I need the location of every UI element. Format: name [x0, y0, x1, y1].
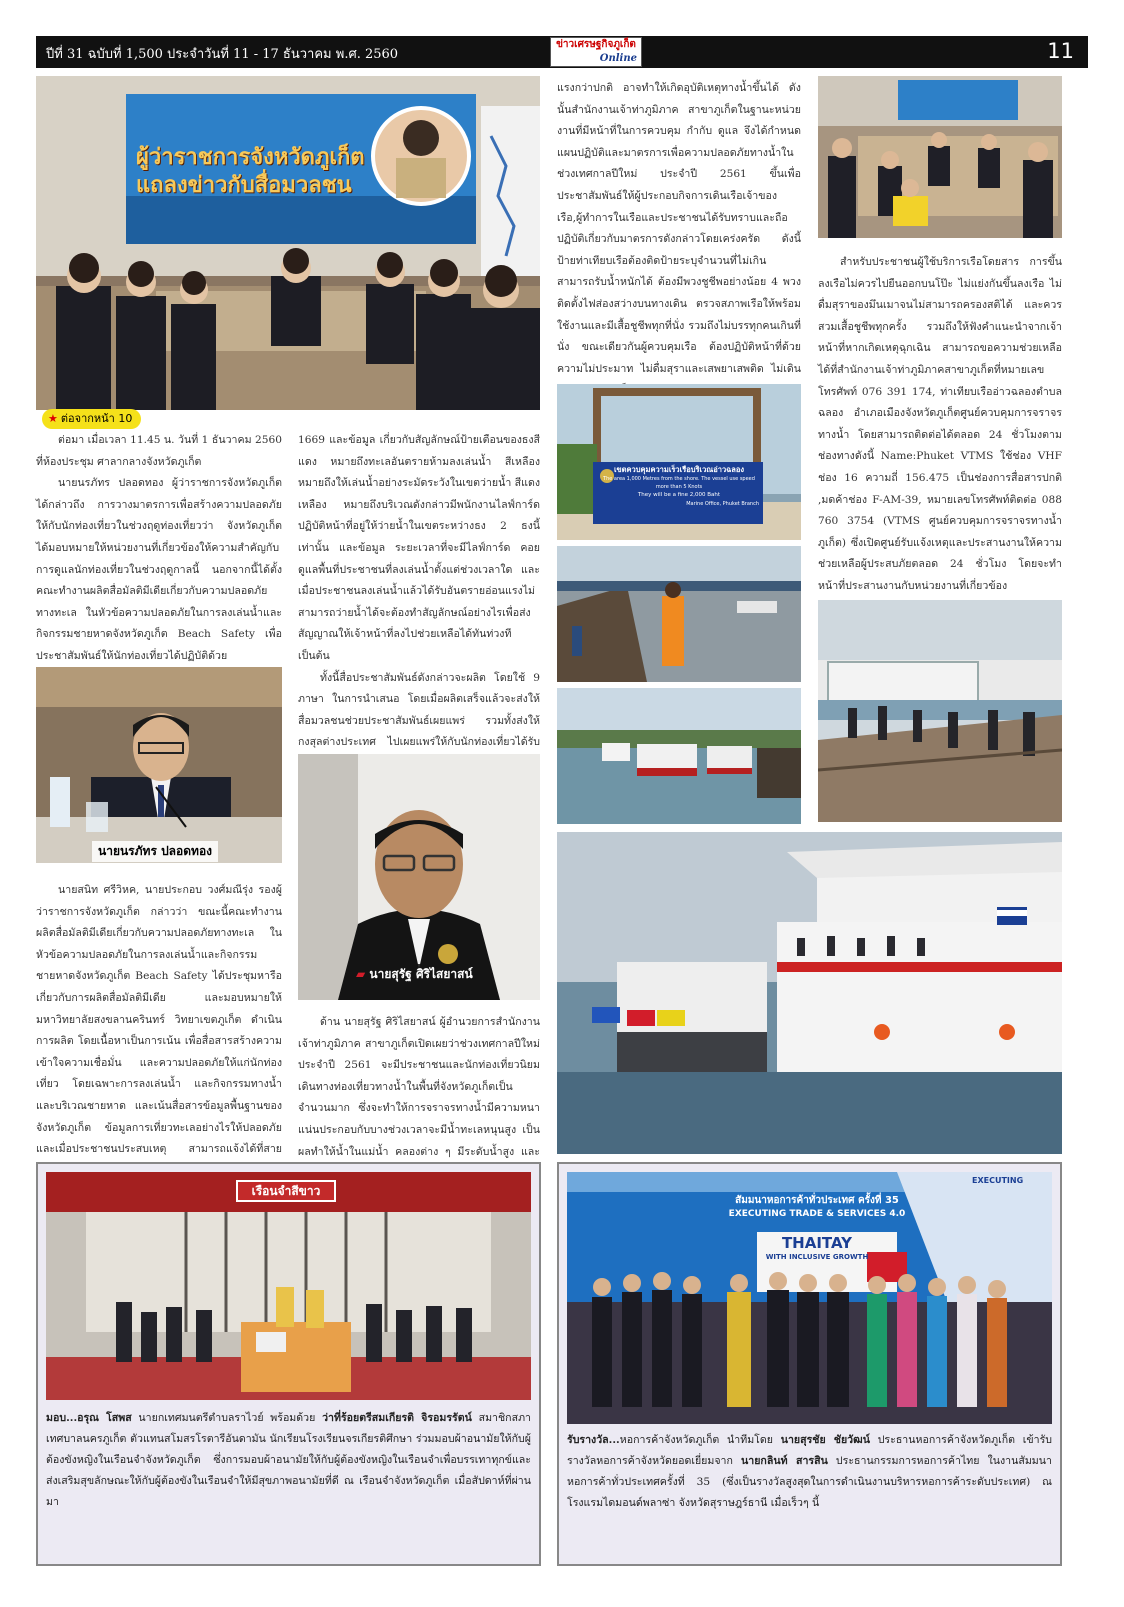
boats-illustration	[557, 688, 801, 824]
meeting-illustration	[818, 76, 1062, 238]
sign-title: เขตควบคุมความเร็วเรือบริเวณอ่าวฉลอง	[613, 465, 745, 474]
banner-line-1: ผู้ว่าราชการจังหวัดภูเก็ต	[136, 145, 365, 170]
continued-from-label: ต่อจากหน้า 10	[60, 412, 133, 425]
speed-sign	[599, 464, 759, 509]
paragraph: นายนรภัทร ปลอดทอง ผู้ว่าราชการจังหวัดภูเก็ต ได้กล่าวถึง การวางมาตรการเพื่อสร้างความปลอดภัยให้กับนักท่องเที่ยวในช่วงฤดูท่องเที่ยวว่า จังหวัดภูเก็ตได้มอบหมายให้หน่วยงานที่เกี่ยวข้องให้ความสำคัญกับการดูแลนักท่องเที่ยวในช่วงฤดูกาลนี้ นอกจากนี้ได้ตั้งคณะทำงานผลิตสื่อมัลติมีเดียเกี่ยวกับความปลอดภัยทางทะเล ในหัวข้อความปลอดภัยในการลงเล่นน้ำและกิจกรรมชายหาดจังหวัดภูเก็ต Beach Safety เพื่อประชาสัมพันธ์ให้นักท่องเที่ยวได้ปฏิบัติด้วย	[36, 477, 282, 662]
column-1-text	[36, 430, 282, 668]
executing-corner: EXECUTING	[972, 1176, 1024, 1185]
award-banner	[717, 1194, 917, 1220]
sign-office: Marine Office, Phuket Branch	[686, 501, 759, 507]
prison-illustration	[46, 1172, 531, 1400]
continued-from-badge[interactable]	[42, 409, 141, 429]
caption-lead: รับรางวัล...	[567, 1434, 620, 1446]
paragraph: ทั้งนี้สื่อประชาสัมพันธ์ดังกล่าวจะผลิต โดยใช้ 9 ภาษา ในการนำเสนอ โดยเมื่อผลิตเสร็จแล้วจะส่งให้สื่อมวลชนช่วยประชาสัมพันธ์เผยแพร่ รวมทั้งส่งให้กงสุลต่างประเทศ ไปเผยแพร่ให้กับนักท่องเที่ยวได้รับ	[298, 671, 540, 749]
boats-at-sea-photo	[557, 688, 801, 824]
column-2-text	[298, 430, 540, 776]
column-2-text-2	[298, 1012, 540, 1185]
thaitay-logo	[762, 1234, 872, 1262]
tour-boats-illustration	[557, 832, 1062, 1154]
issue-line: ปีที่ 31 ฉบับที่ 1,500 ประจำวันที่ 11 - 17 ธันวาคม พ.ศ. 2560	[46, 47, 399, 62]
press-conference-photo	[36, 76, 540, 410]
caption-text: สมาชิกสภาเทศบาลนครภูเก็ต ตัวแทนสโมสรโรตารีอันดามัน นักเรียนโรงเรียนจรเกียรติศึกษา ร่วมมอบผ้าอนามัยให้กับผู้ต้องขังหญิงในเรือนจำจังหวัดภูเก็ต ซึ่งการมอบผ้าอนามัยให้กับผู้ต้องขังหญิงในเรือนจำเพื่อบรรเทาทุกข์และส่งเสริมสุขลักษณะให้กับผู้ต้องขังในเรือนจำให้มีสุขภาพอนามัยที่ดี ณ เรือนจำจังหวัดภูเก็ต เมื่อสัปดาห์ที่ผ่านมา	[46, 1412, 531, 1508]
pier-illustration	[557, 546, 801, 682]
prison-sign-text: เรือนจำสีขาว	[251, 1184, 321, 1198]
caption-text: นายกเทศมนตรีตำบลราไวย์ พร้อมด้วย	[131, 1412, 323, 1424]
page-header	[36, 36, 1088, 68]
paragraph: แรงกว่าปกติ อาจทำให้เกิดอุบัติเหตุทางน้ำขึ้นได้ ดังนั้นสำนักงานเจ้าท่าภูมิภาค สาขาภูเก็ตในฐานะหน่วยงานที่มีหน้าที่ในการควบคุม กำกับ ดูแล จึงได้กำหนดแผนปฏิบัติและมาตรการเพื่อความปลอดภัยทางน้ำในช่วงเทศกาลปีใหม่ ประจำปี 2561 ขึ้นเพื่อประชาสัมพันธ์ให้ผู้ประกอบกิจการเดินเรือเจ้าของเรือ,ผู้ทำการในเรือและประชาชนได้รับทราบและถือปฏิบัติเกี่ยวกับมาตรการดังกล่าวโดยเคร่งครัด ดังนี้ ป้ายท่าเทียบเรือต้องติดป้ายระบุจำนวนที่ไม่เกินสามารถรับน้ำหนักได้ ต้องมีพวงชูชีพอย่างน้อย 4 พวง ติดตั้งไฟส่องสว่างบนทางเดิน ตรวจสภาพเรือให้พร้อมใช้งานและมีเสื้อชูชีพทุกที่นั่ง รวมถึงไม่บรรทุกคนเกินที่นั่ง ขณะเดียวกันผู้ควบคุมเรือ ต้องปฏิบัติหน้าที่ด้วยความไม่ประมาท ไม่ดื่มสุราและเสพยาเสพติด ไม่เดิน	[557, 82, 801, 375]
speed-control-sign-photo	[557, 384, 801, 540]
caption-text: หอการค้าจังหวัดภูเก็ต นำทีมโดย	[619, 1434, 781, 1446]
meeting-room-photo	[818, 76, 1062, 238]
prison-sign	[236, 1180, 336, 1202]
governor-photo-label: นายนรภัทร ปลอดทอง	[92, 841, 218, 862]
prison-donation-photo	[46, 1172, 531, 1400]
column-3-text	[557, 78, 801, 402]
star-icon: ★	[48, 412, 58, 425]
flag-icon: ▰	[356, 967, 366, 981]
prison-caption	[46, 1408, 531, 1513]
caption-lead: มอบ...อรุณ โสพส	[46, 1412, 132, 1424]
paragraph: 1669 และข้อมูล เกี่ยวกับสัญลักษณ์ป้ายเตือนของธงสีแดง หมายถึงทะเลอันตรายห้ามลงเล่นน้ำ สีเหลือง หมายถึงให้เล่นน้ำอย่างระมัดระวังในเขตว่ายน้ำ สีแดงเหลือง หมายถึงบริเวณดังกล่าวมีพนักงานไลฟ์การ์ดปฏิบัติหน้าที่อยู่ให้ว่ายน้ำในเขตระหว่างธง 2 ธงนี้เท่านั้น และข้อมูล ระยะเวลาที่จะมีไลฟ์การ์ด คอยดูแลพื้นที่ประชาชนที่ลงเล่นน้ำตั้งแต่ช่วงเวลาใด และเมื่อประชาชนลงเล่นน้ำแล้วได้รับอันตรายอ่อนแรงไม่สามารถว่ายน้ำได้จะต้องทำสัญลักษณ์อย่างไรเพื่อส่งสัญญาณให้เจ้าหน้าที่ลงไปช่วยเหลือได้ทันท่วงที เป็นต้น	[298, 434, 541, 662]
prison-donation-box	[36, 1162, 541, 1566]
banner-line-2: แถลงข่าวกับสื่อมวลชน	[136, 173, 352, 198]
sign-english-line: The area 1,000 Metres from the shore. The vessel use speed more than 5 Knots	[603, 476, 755, 490]
paragraph: นายสนิท ศรีวิหค, นายประกอบ วงศ์มณีรุ่ง รองผู้ว่าราชการจังหวัดภูเก็ต กล่าวว่า ขณะนี้คณะทำงานผลิตสื่อมัลติมีเดียเกี่ยวกับความปลอดภัยทางทะเล ในหัวข้อความปลอดภัยในการลงเล่นน้ำและกิจกรรมชายหาดจังหวัดภูเก็ต Beach Safety ได้ประชุมหารือเกี่ยวกับการผลิตสื่อมัลติมีเดีย และมอบหมายให้มหาวิทยาลัยสงขลานครินทร์ วิทยาเขตภูเก็ต ดำเนินการผลิต โดยเนื้อหาเป็นการเน้น เพื่อสื่อสารสร้างความเข้าใจความเชื่อมั่น และความปลอดภัยให้แก่นักท่องเที่ยว โดยเฉพาะการลงเล่นน้ำ และกิจกรรมทางน้ำ และบริเวณชายหาด และเน้นสื่อสารข้อมูลพื้นฐานของจังหวัดภูเก็ต ข้อมูลการเที่ยวทะเลอย่างไรให้ปลอดภัย และเมื่อประชาชนประสบเหตุ สามารถแจ้งได้ที่สาย	[36, 884, 282, 1156]
thaitay-sub: WITH INCLUSIVE GROWTH	[765, 1253, 869, 1261]
banner-subtitle: EXECUTING TRADE & SERVICES 4.0	[728, 1209, 906, 1219]
pier-officer-photo	[557, 546, 801, 682]
sign-illustration	[557, 384, 801, 540]
award-ceremony-photo	[567, 1172, 1052, 1424]
director-photo-label	[350, 964, 479, 985]
banner-title: สัมมนาหอการค้าทั่วประเทศ ครั้งที่ 35	[735, 1195, 899, 1206]
column-1-text-2	[36, 880, 282, 1182]
newspaper-logo	[550, 37, 642, 67]
pier-walkway-photo	[818, 600, 1062, 822]
logo-top-text: ข่าวเศรษฐกิจภูเก็ต	[556, 39, 636, 50]
paragraph: ด้าน นายสุรัฐ ศิริไสยาสน์ ผู้อำนวยการสำนักงานเจ้าท่าภูมิภาค สาขาภูเก็ตเปิดเผยว่าช่วงเทศกาลปีใหม่ประจำปี 2561 จะมีประชาชนและนักท่องเที่ยวนิยมเดินทางท่องเที่ยวทางน้ำในพื้นที่จังหวัดภูเก็ตเป็นจำนวนมาก ซึ่งจะทำให้การจราจรทางน้ำมีความหนาแน่นประกอบกับบางช่วงเวลาจะมีน้ำทะเลหนุนสูง เป็นผลทำให้น้ำในแม่น้ำ คลองต่าง ๆ มีระดับน้ำสูง และ	[298, 1016, 540, 1158]
logo-bottom-text: Online	[599, 53, 637, 64]
director-name: นายสุรัฐ ศิริไสยาสน์	[369, 967, 473, 981]
caption-name: ว่าที่ร้อยตรีสมเกียรติ จิรอมรรัตน์	[322, 1412, 472, 1424]
caption-name: นายกลินท์ สารสิน	[741, 1455, 828, 1467]
thaitay-text: THAITAY	[781, 1234, 853, 1252]
walkway-illustration	[818, 600, 1062, 822]
award-caption	[567, 1430, 1052, 1514]
award-box	[557, 1162, 1062, 1566]
press-conference-illustration	[36, 76, 540, 410]
sign-fine: They will be a fine 2,000 Baht	[637, 492, 721, 498]
paragraph: ต่อมา เมื่อเวลา 11.45 น. วันที่ 1 ธันวาคม 2560 ที่ห้องประชุม ศาลากลางจังหวัดภูเก็ต	[36, 434, 282, 468]
page-number: 11	[1047, 39, 1074, 63]
caption-name: นายสุรชัย ชัยวัฒน์	[780, 1434, 870, 1446]
tour-boats-photo	[557, 832, 1062, 1154]
paragraph: สำหรับประชาชนผู้ใช้บริการเรือโดยสาร การขึ้นลงเรือไม่ควรไปยืนออกบนโป๊ะ ไม่แย่งกันขึ้นลงเรือ ไม่ดื่มสุราของมึนเมาจนไม่สามารถครองสติได้ และควรสวมเสื้อชูชีพทุกครั้ง รวมถึงให้ฟังคำแนะนำจากเจ้าหน้าที่หากเกิดเหตุฉุกเฉิน สามารถขอความช่วยเหลือได้ที่สำนักงานเจ้าท่าภูมิภาคสาขาภูเก็ตที่หมายเลขโทรศัพท์ 076 391 174, ท่าเทียบเรืออ่าวฉลองตำบลฉลอง อำเภอเมืองจังหวัดภูเก็ตศูนย์ควบคุมการจราจรทางน้ำ โดยสามารถติดต่อได้ตลอด 24 ชั่วโมงตามช่องทางดังนี้ Name:Phuket VTMS ใช้ช่อง VHF ช่อง 16 ความถี่ 156.475 เป็นช่องการสื่อสารปกติ ,มดค้าช่อง F-AM-39, หมายเลขโทรศัพท์ติดต่อ 088 760 3754 (VTMS ศูนย์ควบคุมการจราจรทางน้ำภูเก็ต) ซึ่งเปิดศูนย์รับแจ้งเหตุและประสานงานให้ความช่วยเหลือผู้ประสบภัยตลอด 24 ชั่วโมง โดยจะทำหน้าที่ประสานงานกับหน่วยงานที่เกี่ยวข้อง	[818, 256, 1062, 592]
caption-text: ประธานหอการค้าจังหวัดภูเก็ต เข้ารับรางวัลหอการค้าจังหวัดยอดเยี่ยมจาก	[567, 1434, 1052, 1467]
column-4-text	[818, 252, 1062, 598]
harbor-director-photo	[298, 754, 540, 1000]
governor-photo	[36, 667, 282, 863]
governor-illustration	[36, 667, 282, 863]
caption-text: ประธานกรรมการหอการค้าไทย ในงานสัมมนาหอการค้าทั่วประเทศครั้งที่ 35 (ซึ่งเป็นรางวัลสูงสุดในการดำเนินงานบริหารหอการค้าระดับประเทศ) ณ โรงแรมไดมอนด์พลาซ่า จังหวัดสุราษฎร์ธานี เมื่อเร็วๆ นี้	[567, 1455, 1052, 1509]
